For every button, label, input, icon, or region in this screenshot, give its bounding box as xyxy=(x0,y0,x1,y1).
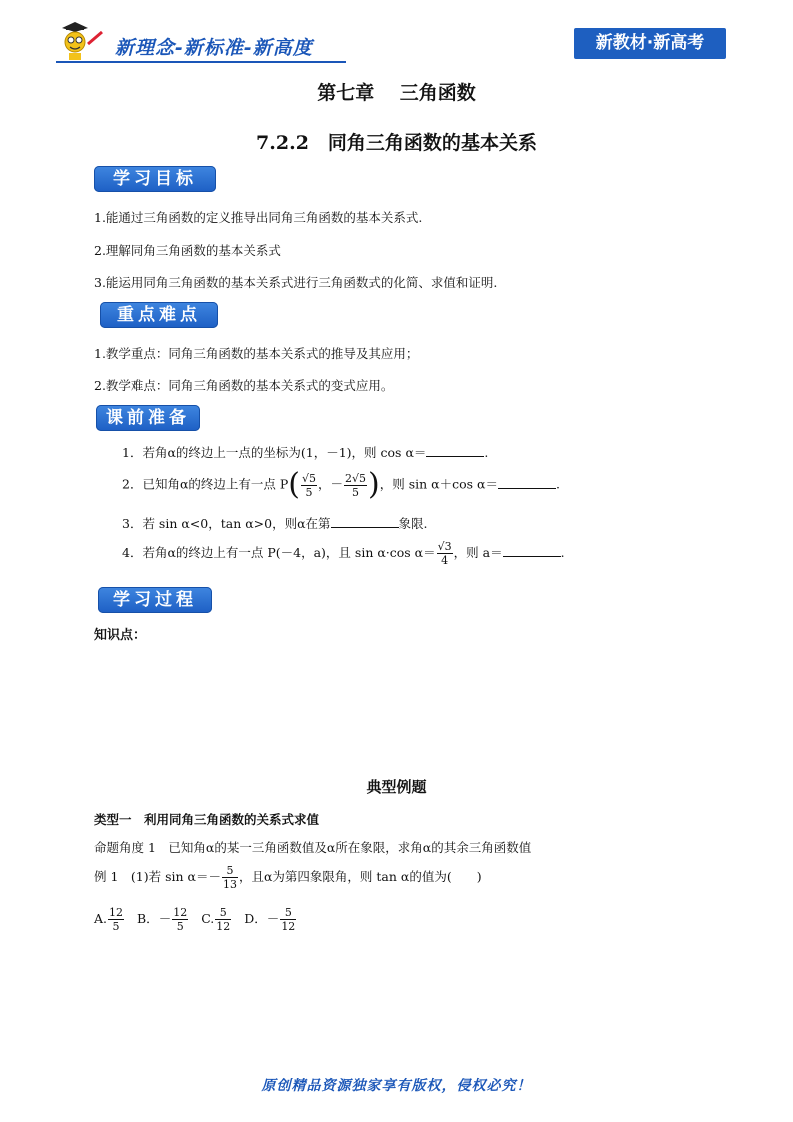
q3-blank xyxy=(331,515,399,528)
q4-f-num: √3 xyxy=(437,540,452,553)
ex1-f-den: 13 xyxy=(222,878,237,891)
preview-question-1 xyxy=(122,443,488,461)
q1-blank xyxy=(426,444,484,457)
option-fraction xyxy=(215,906,231,933)
q2-end: . xyxy=(555,476,560,492)
section-title: 7.2.2 同角三角函数的基本关系 xyxy=(256,132,537,154)
header-slogan: 新理念-新标准-新高度 xyxy=(115,37,313,59)
option-label: D． xyxy=(244,911,267,926)
q4-blank xyxy=(503,544,561,557)
option-fraction xyxy=(172,906,188,933)
header-logo xyxy=(56,22,106,62)
angle-heading: 命题角度 1 已知角α的某一三角函数值及α所在象限，求角α的其余三角函数值 xyxy=(94,840,532,855)
q2-fraction-2 xyxy=(344,472,367,499)
q2-f1-num: √5 xyxy=(302,471,317,485)
preview-question-2 xyxy=(122,467,560,502)
ex1-fraction xyxy=(222,864,238,891)
q4-end: . xyxy=(560,545,565,560)
ex1-f-num: 5 xyxy=(222,864,238,878)
q2-blank xyxy=(498,476,556,489)
goal-item: 1.能通过三角函数的定义推导出同角三角函数的基本关系式. xyxy=(94,210,423,225)
option-den: 12 xyxy=(216,920,231,933)
q2-f1-den: 5 xyxy=(305,485,313,499)
option-den: 12 xyxy=(281,920,296,933)
option-b xyxy=(137,906,189,933)
option-num: 5 xyxy=(280,906,296,920)
badge-key-points: 重点难点 xyxy=(100,302,218,328)
q2-fraction-1 xyxy=(301,472,317,499)
q2-text-b: ，则 sin α＋cos α＝ xyxy=(379,476,498,492)
type-heading: 类型一 利用同角三角函数的关系式求值 xyxy=(94,812,320,827)
option-label: C. xyxy=(201,911,215,926)
goal-item: 2.理解同角三角函数的基本关系式 xyxy=(94,243,281,258)
q1-end: . xyxy=(484,445,489,460)
key-point-item: 1.教学重点：同角三角函数的基本关系式的推导及其应用； xyxy=(94,346,419,361)
option-num: 12 xyxy=(109,906,124,919)
goal-item: 3.能运用同角三角函数的基本关系式进行三角函数式的化简、求值和证明. xyxy=(94,275,498,290)
header-line xyxy=(56,61,346,63)
option-num: 5 xyxy=(215,906,231,920)
ex1-text-b: ，且α为第四象限角，则 tan α的值为( ) xyxy=(238,869,482,884)
option-prefix: － xyxy=(266,911,280,926)
chapter-title: 第七章 三角函数 xyxy=(317,82,476,104)
q2-paren-right: ) xyxy=(368,467,380,502)
q4-text: 4．若角α的终边上有一点 P(－4，a)，且 sin α·cos α＝ xyxy=(122,545,436,560)
option-num: 12 xyxy=(173,906,188,919)
q2-sep: ，－ xyxy=(318,476,344,492)
q3-text-b: 象限. xyxy=(398,516,428,531)
q1-text: 1．若角α的终边上一点的坐标为(1，－1)，则 cos α＝ xyxy=(122,445,427,460)
footer-copyright: 原创精品资源独家享有版权，侵权必究！ xyxy=(261,1078,532,1094)
q4-f-den: 4 xyxy=(441,554,449,567)
header-tag: 新教材·新高考 xyxy=(574,28,726,59)
key-point-item: 2.教学难点：同角三角函数的基本关系式的变式应用。 xyxy=(94,378,394,393)
option-d xyxy=(244,906,297,933)
examples-heading: 典型例题 xyxy=(366,778,427,796)
option-a xyxy=(94,906,125,933)
preview-question-4 xyxy=(122,540,565,567)
q2-f2-num: 2√5 xyxy=(345,471,367,485)
option-den: 5 xyxy=(176,920,184,933)
badge-process: 学习过程 xyxy=(98,587,212,613)
q3-text: 3．若 sin α<0，tan α>0，则α在第 xyxy=(122,516,331,531)
ex1-text: 例 1 (1)若 sin α＝－ xyxy=(94,869,221,884)
q2-f2-den: 5 xyxy=(352,485,360,499)
mascot-icon xyxy=(56,22,106,62)
q4-fraction xyxy=(437,540,453,567)
badge-preview: 课前准备 xyxy=(96,405,200,431)
knowledge-label: 知识点： xyxy=(94,628,147,643)
q4-text-b: ，则 a＝ xyxy=(453,545,503,560)
options-row xyxy=(94,906,297,933)
q2-text: 2．已知角α的终边上有一点 P xyxy=(122,476,289,492)
option-label: A. xyxy=(94,911,108,926)
option-fraction xyxy=(108,906,124,933)
option-label: B． xyxy=(137,911,159,926)
q2-paren-left: ( xyxy=(288,467,300,502)
option-prefix: － xyxy=(158,911,172,926)
badge-goals: 学习目标 xyxy=(94,166,216,192)
option-fraction xyxy=(280,906,296,933)
example-1 xyxy=(94,864,482,891)
option-den: 5 xyxy=(112,920,120,933)
preview-question-3 xyxy=(122,514,428,532)
option-c xyxy=(201,906,232,933)
